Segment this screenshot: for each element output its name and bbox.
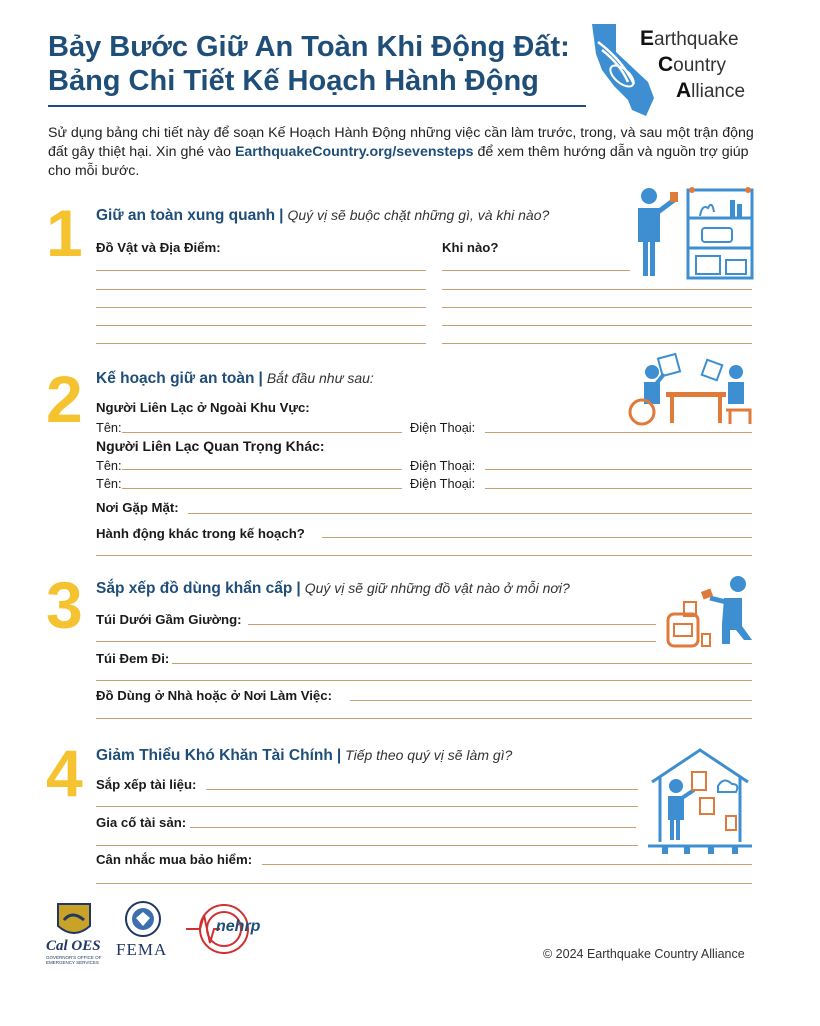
nehrp-logo-text: nehrp [216,918,261,935]
sevensteps-link[interactable]: EarthquakeCountry.org/sevensteps [234,144,474,160]
copyright: © 2024 Earthquake Country Alliance [543,947,745,961]
page-title [48,30,588,98]
section-1-when-line[interactable] [442,270,630,271]
go-bag-label: Túi Đem Đi: [96,651,170,666]
home-work-supplies-line[interactable] [96,718,752,719]
other-actions-line[interactable] [322,537,752,538]
section-1-when-line[interactable] [442,307,752,308]
section-1-when-line[interactable] [442,289,752,290]
phone-input-line[interactable] [485,469,752,470]
title-line-2: Bảng Chi Tiết Kế Hoạch Hành Động [48,65,539,97]
section-1-line[interactable] [96,289,426,290]
title-divider [48,105,586,107]
planning-meeting-illustration-icon [626,350,756,426]
section-1-line[interactable] [96,307,426,308]
financial-house-illustration-icon [648,746,752,858]
cal-oes-logo-text: Cal OES [46,938,101,954]
phone-label: Điện Thoại: [410,458,476,473]
insurance-line[interactable] [96,883,752,884]
section-1-line[interactable] [96,343,426,344]
under-bed-bag-label: Túi Dưới Gầm Giường: [96,612,242,627]
when-label: Khi nào? [442,240,499,255]
outside-contact-label: Người Liên Lạc ở Ngoài Khu Vực: [96,400,310,415]
organize-documents-line[interactable] [96,806,638,807]
insurance-line[interactable] [262,864,752,865]
meeting-place-label: Nơi Gặp Mặt: [96,500,179,515]
home-work-supplies-label: Đồ Dùng ở Nhà hoặc ở Nơi Làm Việc: [96,688,332,703]
secure-property-line[interactable] [190,827,636,828]
name-input-line[interactable] [122,469,402,470]
title-line-1: Bảy Bước Giữ An Toàn Khi Động Đất: [48,31,570,63]
phone-label: Điện Thoại: [410,420,476,435]
intro-paragraph: Sử dụng bảng chi tiết này để soạn Kế Hoạch Hành Động những việc cần làm trước, trong, và sau một trận động đất gây thiệt hại. Xin ghé vào EarthquakeCountry.org/sevensteps để xem thêm hướng dẫn và nguồn trợ giúp cho mỗi bước. [48,125,754,179]
go-bag-line[interactable] [172,663,752,664]
meeting-place-line[interactable] [188,513,752,514]
section-3-heading: Sắp xếp đồ dùng khẩn cấp | Quý vị sẽ giữ những đồ vật nào ở mỗi nơi? [96,580,570,597]
phone-input-line[interactable] [485,432,752,433]
dhs-seal-icon [124,900,162,938]
section-1-when-line[interactable] [442,325,752,326]
step-number-2: 2 [46,362,83,436]
section-1-line[interactable] [96,325,426,326]
under-bed-bag-line[interactable] [96,641,656,642]
name-label: Tên: [96,476,122,491]
other-contacts-label: Người Liên Lạc Quan Trọng Khác: [96,438,325,454]
insurance-label: Cân nhắc mua bảo hiểm: [96,852,253,867]
name-input-line[interactable] [122,432,402,433]
name-input-line[interactable] [122,488,402,489]
organize-documents-line[interactable] [206,789,638,790]
step-number-1: 1 [46,196,83,270]
step-number-3: 3 [46,568,83,642]
phone-input-line[interactable] [485,488,752,489]
section-1-heading: Giữ an toàn xung quanh | Quý vị sẽ buộc chặt những gì, và khi nào? [96,207,550,224]
secure-property-line[interactable] [96,845,638,846]
items-locations-label: Đồ Vật và Địa Điểm: [96,240,221,255]
section-4-heading: Giảm Thiểu Khó Khăn Tài Chính | Tiếp theo quý vị sẽ làm gì? [96,747,513,764]
fema-logo-text: FEMA [116,940,168,959]
go-bag-line[interactable] [96,680,752,681]
section-2-heading: Kế hoạch giữ an toàn | Bắt đầu như sau: [96,370,374,387]
other-actions-line[interactable] [96,555,752,556]
secure-property-label: Gia cố tài sản: [96,815,187,830]
section-1-line[interactable] [96,270,426,271]
emergency-supplies-illustration-icon [664,572,756,652]
name-label: Tên: [96,420,122,435]
other-actions-label: Hành động khác trong kế hoạch? [96,526,305,541]
name-label: Tên: [96,458,122,473]
organize-documents-label: Sắp xếp tài liệu: [96,777,197,792]
step-number-4: 4 [46,736,83,810]
secure-shelf-illustration-icon [630,186,755,281]
under-bed-bag-line[interactable] [248,624,656,625]
cal-oes-seal-icon [54,902,94,938]
home-work-supplies-line[interactable] [350,700,752,701]
phone-label: Điện Thoại: [410,476,476,491]
cal-oes-subtext: GOVERNOR'S OFFICE OF EMERGENCY SERVICES [46,955,102,965]
eca-logo-text: Earthquake Country Alliance [640,27,746,102]
section-1-when-line[interactable] [442,343,752,344]
